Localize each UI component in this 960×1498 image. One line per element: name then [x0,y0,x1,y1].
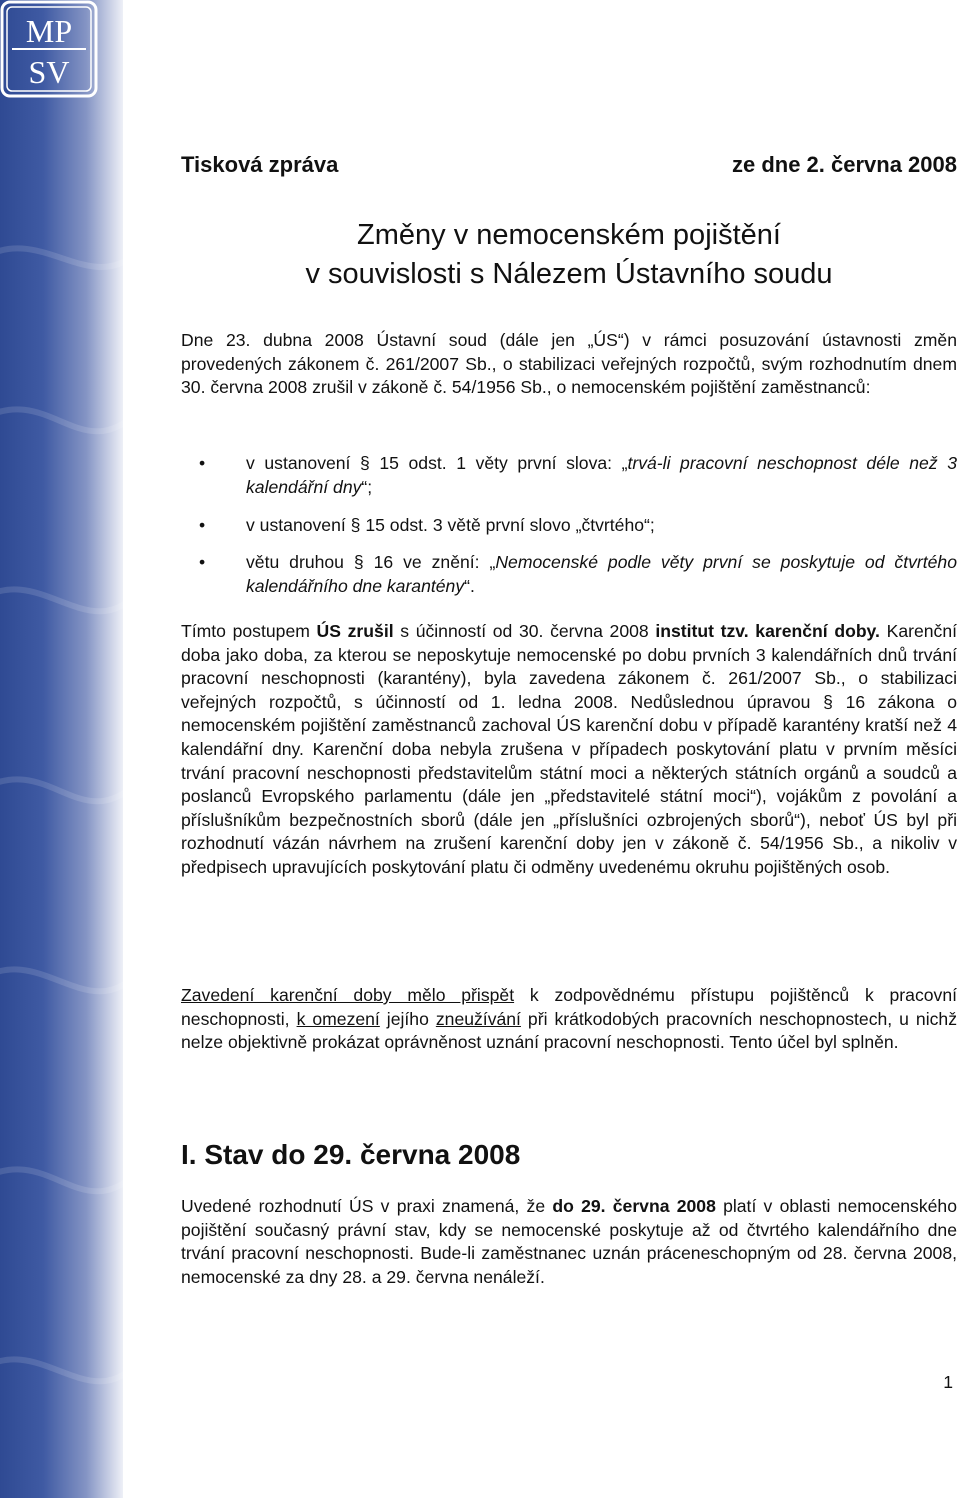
quoted-phrase: Nemocenské podle věty první se poskytuje od čtvrtého kalendářního dne karantény [246,552,957,596]
paragraph-purpose: Zavedení karenční doby mělo přispět k zodpovědnému přístupu pojištěnců k pracovní neschopnosti, k omezení jejího zneužívání při krátkodobých pracovních neschopnostech, u nichž nelze objektivně prokázat oprávněnost uznání pracovní neschopnosti. Tento účel byl splněn. [181,985,958,1053]
bullet-icon: • [199,552,206,572]
paragraph-karencni-doba: Tímto postupem ÚS zrušil s účinností od 30. června 2008 institut tzv. karenční doby. Karenční doba jako doba, za kterou se neposkytuje nemocenské po dobu prvních 3 kalendářních dnů trvání pracovní neschopnosti (karantény), byla zavedena zákonem č. 261/2007 Sb., o stabilizaci veřejných rozpočtů, s účinností od 1. ledna 2008. Nedůslednou úpravou § 16 zákona o nemocenském pojištění zaměstnanců zachoval ÚS karenční dobu v případě karantény kratší než 4 kalendářní dny. Karenční doba nebyla zrušena v případech poskytování platu v prvním měsíci trvání pracovní neschopnosti představitelům státní moci a některých státních orgánů a soudců a poslanců Evropského parlamentu (dále jen „představitelé státní moci“), vojákům z povolání a příslušníkům bezpečnostních sborů (dále jen „příslušníci ozbrojených sborů“), neboť ÚS byl při rozhodnutí vázán návrhem na zrušení karenční doby jen v zákoně č. 54/1956 Sb., a nikoliv v předpisech upravujících poskytování platu či odměny uvedenému okruhu pojištěných osob. [181,621,958,877]
sidebar-band [0,0,123,1498]
section-heading: I. Stav do 29. června 2008 [181,1139,521,1170]
logo-text-bottom: SV [28,54,70,90]
title-line-2: v souvislosti s Nálezem Ústavního soudu [305,258,833,290]
quoted-phrase: trvá-li pracovní neschopnost déle než 3 kalendářní dny [246,453,957,497]
document-title [181,216,957,294]
intro-paragraph: Dne 23. dubna 2008 Ústavní soud (dále jen „ÚS“) v rámci posuzování ústavnosti změn provedených zákonem č. 261/2007 Sb., o stabilizaci veřejných rozpočtů, svým rozhodnutím dnem 30. června 2008 zrušil v zákoně č. 54/1956 Sb., o nemocenském pojištění zaměstnanců: [181,330,957,398]
press-header [181,152,957,182]
title-line-1: Změny v nemocenském pojištění [357,219,781,251]
sidebar-watermark [0,0,123,1498]
bullet-icon: • [199,453,206,473]
mpsv-logo [0,0,98,98]
bullet-icon: • [199,515,206,535]
page-number: 1 [943,1372,953,1392]
section-paragraph: Uvedené rozhodnutí ÚS v praxi znamená, že do 29. června 2008 platí v oblasti nemocenského pojištění současný právní stav, kdy se nemocenské poskytuje až od čtvrtého kalendářního dne trvání pracovní neschopnosti. Bude-li zaměstnanec uznán práceneschopným od 28. června 2008, nemocenské za dny 28. a 29. června nenáleží. [181,1196,957,1287]
logo-text-top: MP [25,13,73,49]
press-release-date: ze dne 2. června 2008 [731,152,957,177]
press-release-label: Tisková zpráva [181,152,339,177]
